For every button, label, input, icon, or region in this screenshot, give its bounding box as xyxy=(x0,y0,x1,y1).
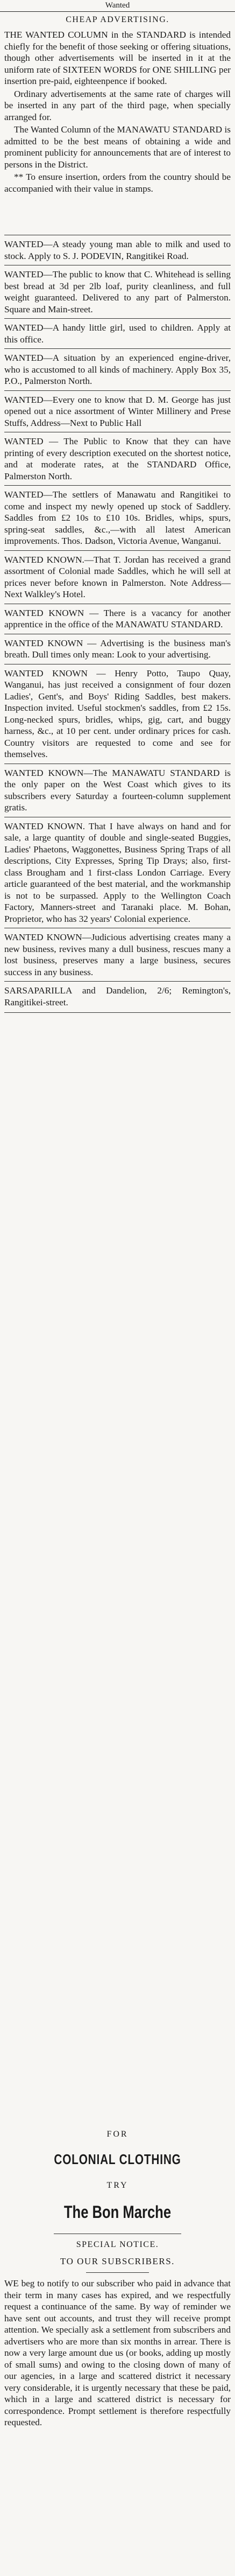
classified-ad xyxy=(4,390,231,429)
classified-ad xyxy=(4,485,231,547)
divider xyxy=(86,2272,149,2273)
intro-paragraph: Ordinary advertisements at the same rate of charges will be inserted in any part of the third page, when specially arranged for. xyxy=(4,88,231,122)
ad-text: WANTED—A situation by an experienced engine-driver, who is accustomed to all kinds of machinery. Apply Box 35, P.O., Palmerston North. xyxy=(4,353,231,386)
ad-text: WANTED KNOWN.—That T. Jordan has received a grand assortment of Colonial made Saddles, which he will sell at prices never before known in Palmerston. Note Address—Next Walkley's Hotel. xyxy=(4,554,231,599)
ad-text: WANTED—Every one to know that D. M. George has just opened out a nice assortment of Winter Millinery and Prese Stuffs, Address—Next to Public Hall xyxy=(4,394,231,428)
divider xyxy=(4,1012,231,1013)
colonial-clothing-heading: COLONIAL CLOTHING xyxy=(54,2151,181,2167)
ad-text: WANTED KNOWN—Judicious advertising creates many a new business, revives many a dull business, rescues many a lost business, preserves many a large business, secures success in any business. xyxy=(4,932,231,977)
ad-text: WANTED KNOWN — Henry Potto, Taupo Quay, Wanganui, has just received a consignment of four dozen Ladies', Gent's, and Boys' Riding Saddles, best makers. Inspection invited. Useful stockmen's saddles, from £2 15s. Long-necked spurs, bridles, whips, gig, cart, and buggy harness, &c., at 10 per cent. under ordinary prices for cash. Country visitors are requested to come and see for themselves. xyxy=(4,668,231,759)
special-notice-heading: SPECIAL NOTICE. xyxy=(76,2240,159,2249)
classified-ad xyxy=(4,764,231,814)
for-label: FOR xyxy=(106,2130,129,2139)
classified-ad xyxy=(4,348,231,387)
subscribers-heading: TO OUR SUBSCRIBERS. xyxy=(60,2256,175,2266)
ad-text: WANTED—The public to know that C. Whitehead is selling best bread at 3d per 2lb loaf, purity cleanliness, and full weight guaranteed. Delivered to any part of Palmerston. Square and Main-street. xyxy=(4,269,231,314)
classified-ad xyxy=(4,604,231,631)
subscriber-notice xyxy=(4,2278,231,2428)
classified-ad xyxy=(4,550,231,600)
classified-ad xyxy=(4,928,231,978)
ad-text: WANTED — The Public to Know that they can have printing of every description executed on the shortest notice, and at moderate rates, at the STANDARD Office, Palmerston North. xyxy=(4,436,231,481)
intro-block xyxy=(4,29,231,194)
classified-ad xyxy=(4,634,231,661)
classified-ad xyxy=(4,664,231,760)
ad-text: WANTED KNOWN — There is a vacancy for another apprentice in the office of the MANAWATU STANDARD. xyxy=(4,607,231,629)
intro-paragraph: The Wanted Column of the MANAWATU STANDARD is admitted to be the best means of obtaining a wide and prominent publicity for announcements that are of interest to persons in the District. xyxy=(4,124,231,170)
section-title: Wanted xyxy=(105,1,130,10)
ad-text: WANTED KNOWN—The MANAWATU STANDARD is the only paper on the West Coast which gives to its subscribers every Saturday a fourteen-column supplement gratis. xyxy=(4,767,231,813)
classified-ad xyxy=(4,981,231,1008)
ad-text: WANTED—A handy little girl, used to children. Apply at this office. xyxy=(4,323,231,345)
classified-ad xyxy=(4,235,231,262)
ad-text: WANTED KNOWN. That I have always on hand and for sale, a large quantity of double and single-seated Buggies, Ladies' Phaetons, Waggonettes, Business Spring Traps of all descriptions, City Expresses, Spring Tip Drays; also, first-class Brougham and 1 first-class London Carriage. Every article guaranteed of the best material, and the workmanship is not to be surpassed. Apply to the Wellington Coach Factory, Manners-street and Taranaki place. M. Bohan, Proprietor, who has 32 years' Colonial experience. xyxy=(4,821,231,924)
notice-text: WE beg to notify to our subscriber who paid in advance that their term in many cases has expired, and we respectfully request a continuance of the same. By way of reminder we have sent out accounts, and trust they will receive prompt attention. We specially ask a settlement from subscribers and advertisers who are more than six months in arrear. There is now a very large amount due us (or books, adding up mostly of small sums) and owing to the closing down of many of our agencies, in a large and scattered district it necessary very considerable, it is urgently necessary that these be paid, which in a large and scattered district is necessary for correspondence. Prompt settlement is therefore respectfully requested. xyxy=(4,2278,231,2427)
intro-paragraph: ** To ensure insertion, orders from the country should be accompanied with their value in stamps. xyxy=(4,172,231,194)
bon-marche-heading: The Bon Marche xyxy=(63,2202,172,2222)
ad-text: WANTED KNOWN — Advertising is the business man's breath. Dull times only mean: Look to your advertising. xyxy=(4,638,231,660)
column-title: CHEAP ADVERTISING. xyxy=(66,15,169,24)
ad-text: SARSAPARILLA and Dandelion, 2/6; Remington's, Rangitikei-street. xyxy=(4,985,231,1007)
classified-ad xyxy=(4,318,231,345)
intro-paragraph: THE WANTED COLUMN in the STANDARD is intended chiefly for the benefit of those seeking or offering situations, though other advertisements will be inserted in it at the uniform rate of SIXTEEN WORDS for ONE SHILLING per insertion pre-paid, eighteenpence if booked. xyxy=(4,30,231,86)
header-rule xyxy=(0,11,235,12)
ad-text: WANTED—A steady young man able to milk and used to stock. Apply to S. J. PODEVIN, Rangitikei Road. xyxy=(4,239,231,261)
classified-ads xyxy=(4,232,231,1013)
classified-ad xyxy=(4,432,231,482)
classified-ad xyxy=(4,265,231,315)
ad-text: WANTED—The settlers of Manawatu and Rangitikei to come and inspect my newly opened up stock of Saddlery. Saddles from £2 10s to £10 10s. Bridles, whips, spurs, spring-seat saddles, &c.,—with all latest American improvements. Thos. Dadson, Victoria Avenue, Wanganui. xyxy=(4,489,231,546)
section-header xyxy=(0,0,235,12)
classified-ad xyxy=(4,817,231,925)
try-label: TRY xyxy=(106,2181,129,2190)
